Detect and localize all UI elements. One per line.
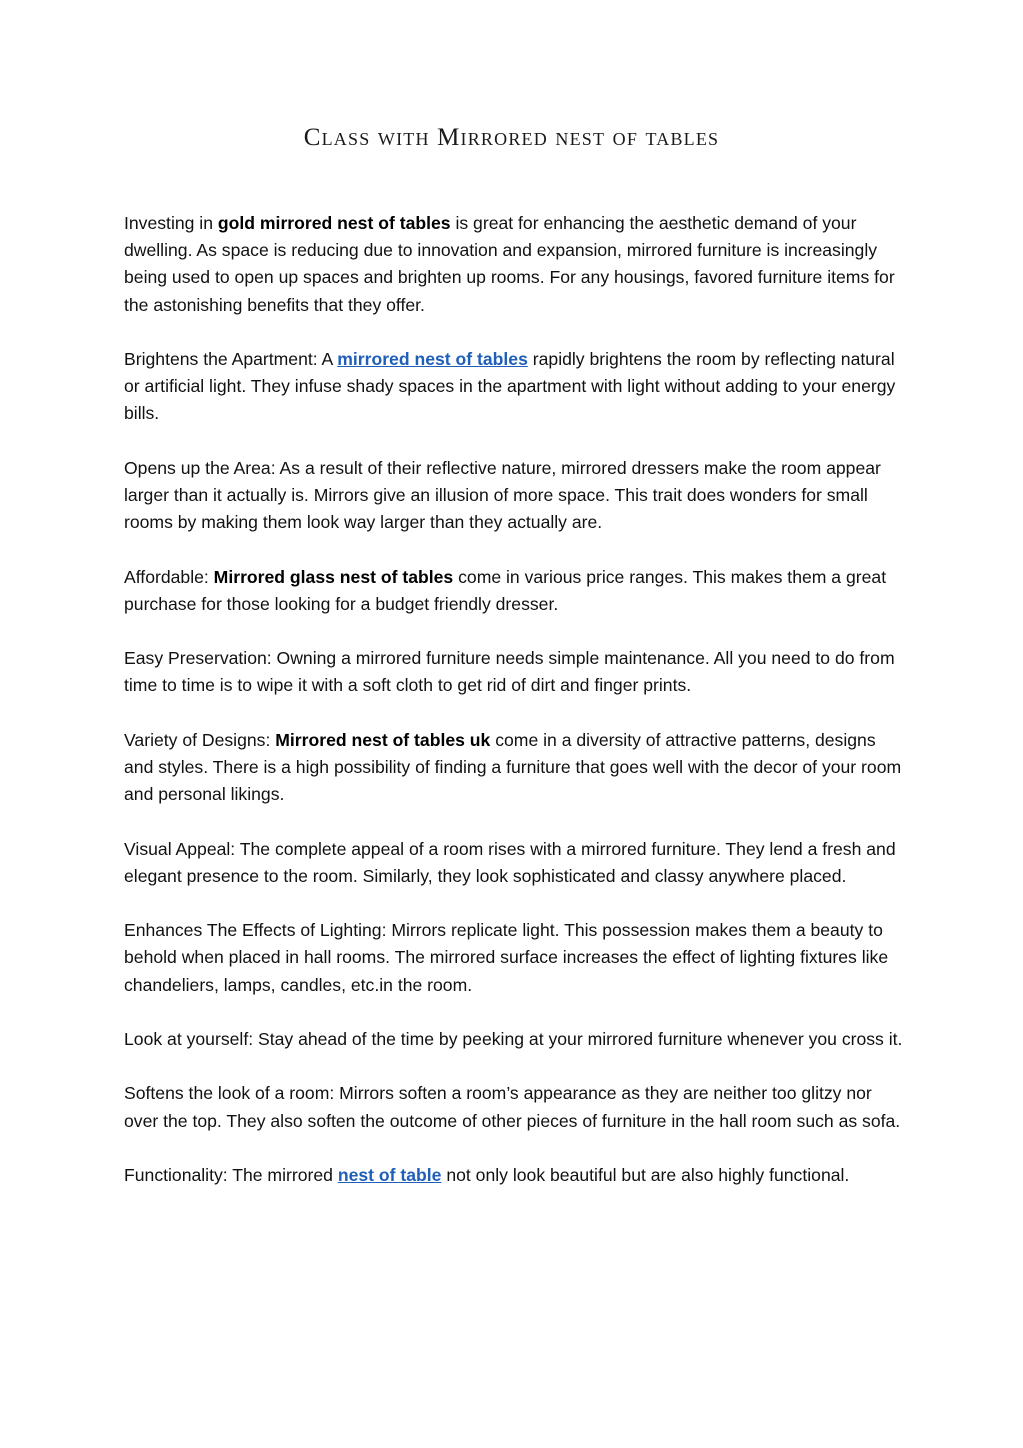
paragraph-affordable (124, 564, 904, 618)
document-body (124, 210, 904, 1216)
paragraph-look-at-yourself: Look at yourself: Stay ahead of the time by peeking at your mirrored furniture whenever you cross it. (124, 1028, 903, 1049)
paragraph-text: not only look beautiful but are also highly functional. (441, 1164, 850, 1185)
bold-keyword: gold mirrored nest of tables (217, 213, 451, 233)
paragraph-intro (124, 210, 904, 319)
paragraph-opens-up: Opens up the Area: As a result of their reflective nature, mirrored dressers make the room appear larger than it actually is. Mirrors give an illusion of more space. This trait does wonders for small rooms by making them look way larger than they actually are. (124, 457, 881, 533)
nest-of-table-link[interactable]: nest of table (337, 1164, 442, 1185)
paragraph-functionality (124, 1162, 904, 1189)
paragraph-text: Brightens the Apartment: A (124, 349, 338, 369)
paragraph-softens: Softens the look of a room: Mirrors soften a room’s appearance as they are neither too glitzy nor over the top. They also soften the outcome of other pieces of furniture in the hall room such as sofa. (124, 1083, 901, 1131)
paragraph-preservation: Easy Preservation: Owning a mirrored furniture needs simple maintenance. All you need to do from time to time is to wipe it with a soft cloth to get rid of dirt and finger prints. (124, 648, 895, 696)
paragraph-text: come in various price ranges. This makes them a great purchase for those looking for a budget friendly dresser. (124, 566, 887, 614)
document-title: Class with Mirrored nest of tables (303, 124, 720, 151)
paragraph-text: Investing in (124, 213, 218, 233)
paragraph-variety (124, 727, 904, 809)
paragraph-text: come in a diversity of attractive patterns, designs and styles. There is a high possibility of finding a furniture that goes well with the decor of your room and personal likings. (124, 729, 902, 805)
paragraph-text: rapidly brightens the room by reflecting natural or artificial light. They infuse shady spaces in the apartment with light without adding to your energy bills. (124, 349, 896, 424)
paragraph-text: Affordable: (124, 566, 214, 587)
paragraph-text: Functionality: The mirrored (124, 1164, 338, 1185)
paragraph-lighting: Enhances The Effects of Lighting: Mirrors replicate light. This possession makes them a beauty to behold when placed in hall rooms. The mirrored surface increases the effect of lighting fixtures like chandeliers, lamps, candles, etc.in the room. (124, 920, 889, 995)
bold-keyword: Mirrored nest of tables uk (275, 729, 491, 750)
mirrored-nest-of-tables-link[interactable]: mirrored nest of tables (337, 349, 528, 369)
paragraph-brightens (124, 346, 904, 428)
paragraph-text: is great for enhancing the aesthetic demand of your dwelling. As space is reducing due to innovation and expansion, mirrored furniture is increasingly being used to open up spaces and brighten up rooms. For any housings, favored furniture items for the astonishing benefits that they offer. (124, 213, 895, 315)
paragraph-visual-appeal: Visual Appeal: The complete appeal of a room rises with a mirrored furniture. They lend a fresh and elegant presence to the room. Similarly, they look sophisticated and classy anywhere placed. (124, 838, 896, 886)
paragraph-text: Variety of Designs: (124, 729, 276, 750)
bold-keyword: Mirrored glass nest of tables (213, 566, 454, 587)
